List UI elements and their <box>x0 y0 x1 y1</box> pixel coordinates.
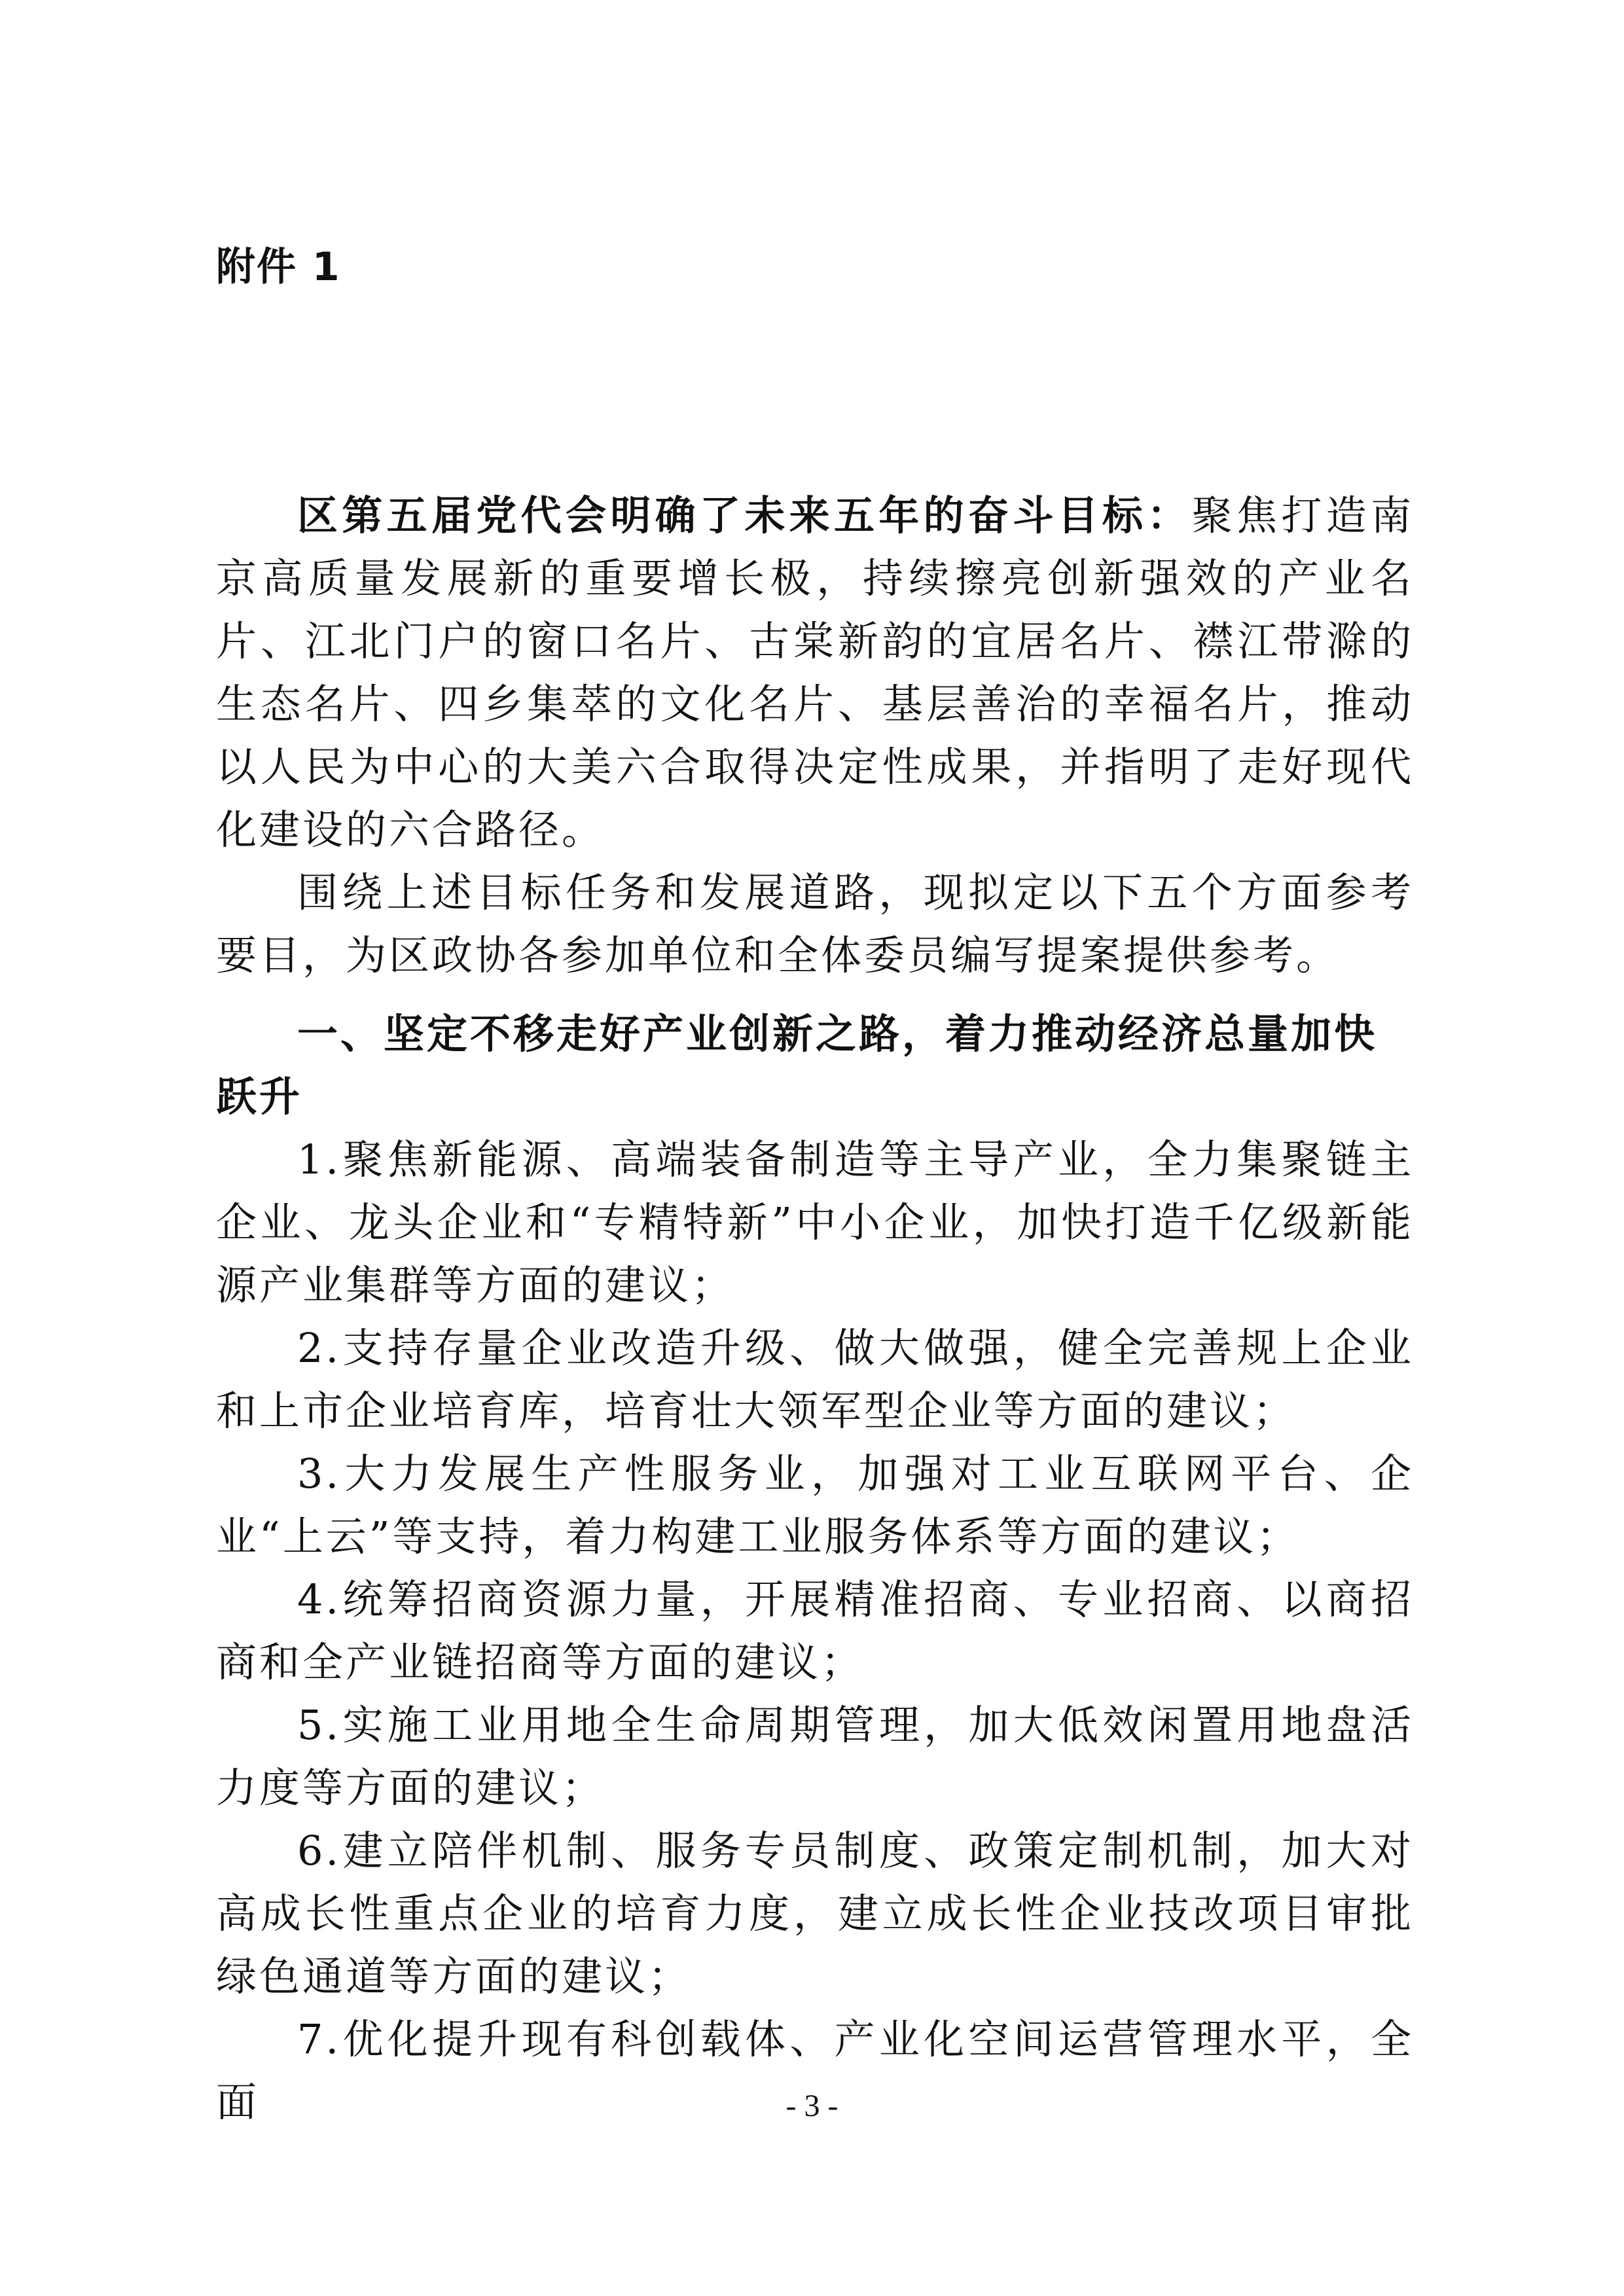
list-item: 3.大力发展生产性服务业，加强对工业互联网平台、企业“上云”等支持，着力构建工业服务体系等方面的建议； <box>216 1450 1414 1560</box>
intro-paragraph <box>216 484 1414 861</box>
page-number: - 3 - <box>785 2089 839 2123</box>
list-item: 4.统筹招商资源力量，开展精准招商、专业招商、以商招商和全产业链招商等方面的建议； <box>216 1575 1414 1686</box>
attachment-label: 附件 1 <box>216 244 341 290</box>
intro-lead: 区第五届党代会明确了未来五年的奋斗目标： <box>297 492 1192 539</box>
list-item: 5.实施工业用地全生命周期管理，加大低效闲置用地盘活力度等方面的建议； <box>216 1701 1414 1812</box>
document-body <box>216 484 1414 2134</box>
purpose-paragraph: 围绕上述目标任务和发展道路，现拟定以下五个方面参考要目，为区政协各参加单位和全体委员编写提案提供参考。 <box>216 869 1414 979</box>
list-item: 7.优化提升现有科创载体、产业化空间运营管理水平，全面 <box>216 2015 1414 2126</box>
list-item: 1.聚焦新能源、高端装备制造等主导产业，全力集聚链主企业、龙头企业和“专精特新”中小企业，加快打造千亿级新能源产业集群等方面的建议； <box>216 1136 1414 1309</box>
intro-text: 聚焦打造南京高质量发展新的重要增长极，持续擦亮创新强效的产业名片、江北门户的窗口名片、古棠新韵的宜居名片、襟江带滁的生态名片、四乡集萃的文化名片、基层善治的幸福名片，推动以人民为中心的大美六合取得决定性成果，并指明了走好现代化建设的六合路径。 <box>216 492 1414 853</box>
section-heading-1: 一、坚定不移走好产业创新之路，着力推动经济总量加快跃升 <box>216 1010 1378 1121</box>
list-item: 6.建立陪伴机制、服务专员制度、政策定制机制，加大对高成长性重点企业的培育力度，建立成长性企业技改项目审批绿色通道等方面的建议； <box>216 1827 1414 2000</box>
list-item: 2.支持存量企业改造升级、做大做强，健全完善规上企业和上市企业培育库，培育壮大领军型企业等方面的建议； <box>216 1324 1414 1435</box>
